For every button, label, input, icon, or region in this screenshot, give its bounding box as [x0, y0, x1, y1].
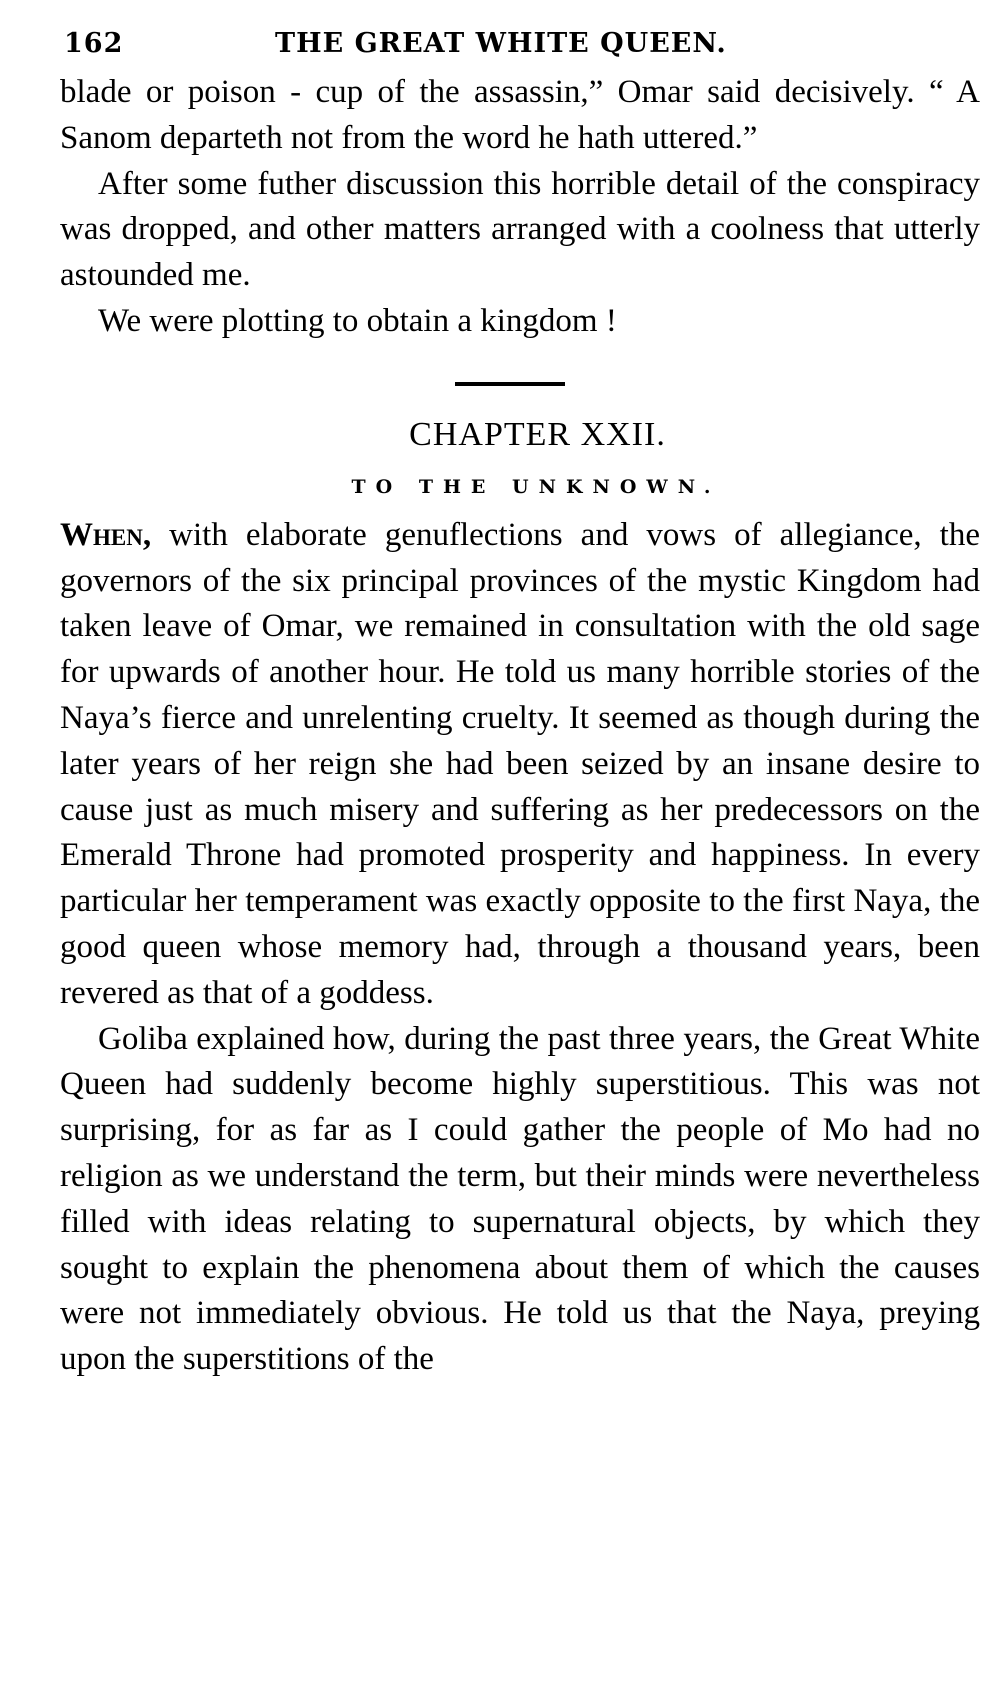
- paragraph: We were plotting to obtain a kingdom !: [98, 302, 617, 339]
- running-head: [60, 20, 980, 70]
- running-title: THE GREAT WHITE QUEEN.: [275, 28, 727, 59]
- chapter-title: CHAPTER XXII.: [409, 415, 666, 453]
- paragraph: Goliba explained how, during the past three years, the Great White Queen had suddenly become highly superstitious. This was not surprising, for as far as I could gather the people of Mo had no religion as we understand the term, but their minds were nevertheless filled with ideas relating to supernatural objects, by which they sought to explain the phenomena about them of which the causes were not immediately obvious. He told us that the Naya, preying upon the superstitions of the: [60, 1020, 980, 1378]
- body-text-top: [60, 70, 980, 345]
- opening-paragraph-text: with elaborate genuflections and vows of allegiance, the governors of the six principal provinces of the mystic Kingdom had taken leave of Omar, we remained in consultation with the old sage for upwards of another hour. He told us many horrible stories of the Naya’s fierce and unrelenting cruelty. It seemed as though during the later years of her reign she had been seized by an insane desire to cause just as much misery and suffering as her predecessors on the Emerald Throne had promoted prosperity and happiness. In every particular her temperament was exactly opposite to the first Naya, the good queen whose memory had, through a thousand years, been revered as that of a goddess.: [60, 516, 981, 1011]
- book-page: [60, 20, 980, 1383]
- opening-word: When,: [60, 516, 152, 553]
- chapter-opening-paragraph: [60, 513, 980, 1017]
- page-number: 162: [64, 28, 124, 59]
- body-text-chapter: [60, 513, 980, 1383]
- paragraph-continued: blade or poison - cup of the assassin,” Omar said decisively. “ A Sanom departeth not from the word he hath uttered.”: [60, 74, 980, 156]
- section-rule: [455, 382, 565, 386]
- paragraph: After some futher discussion this horrible detail of the conspiracy was dropped, and other matters arranged with a coolness that utterly astounded me.: [60, 165, 980, 294]
- chapter-subtitle: TO THE UNKNOWN.: [351, 475, 721, 498]
